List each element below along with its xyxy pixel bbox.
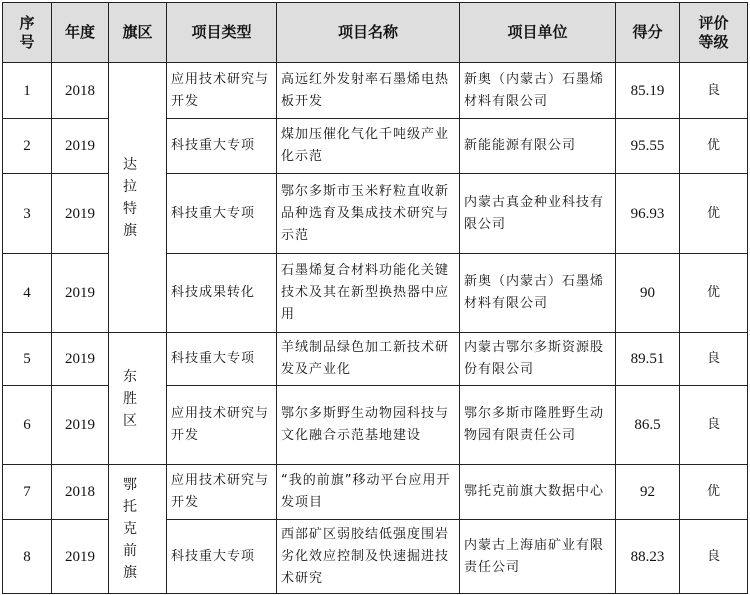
cell-year: 2018 [52,63,109,119]
cell-name: 鄂尔多斯市玉米籽粒直收新品种选育及集成技术研究与示范 [277,174,460,254]
cell-type: 科技成果转化 [167,254,277,333]
cell-score: 86.5 [616,386,680,465]
cell-grade: 良 [680,520,748,594]
cell-score: 90 [616,254,680,333]
header-seq: 序号 [3,3,52,63]
cell-type: 应用技术研究与开发 [167,465,277,520]
header-row [3,3,748,63]
cell-seq: 2 [3,119,52,174]
cell-unit: 新奥（内蒙古）石墨烯材料有限公司 [460,254,616,333]
cell-year: 2019 [52,254,109,333]
cell-unit: 新能能源有限公司 [460,119,616,174]
cell-seq: 4 [3,254,52,333]
cell-name: 高远红外发射率石墨烯电热板开发 [277,63,460,119]
cell-name: 鄂尔多斯野生动物园科技与文化融合示范基地建设 [277,386,460,465]
cell-score: 92 [616,465,680,520]
cell-grade: 优 [680,465,748,520]
table-row [3,333,748,386]
cell-unit: 鄂托克前旗大数据中心 [460,465,616,520]
cell-seq: 3 [3,174,52,254]
cell-seq: 6 [3,386,52,465]
cell-type: 科技重大专项 [167,520,277,594]
cell-year: 2019 [52,520,109,594]
cell-year: 2019 [52,119,109,174]
cell-type: 科技重大专项 [167,174,277,254]
cell-type: 应用技术研究与开发 [167,63,277,119]
cell-year: 2019 [52,333,109,386]
cell-name: “我的前旗”移动平台应用开发项目 [277,465,460,520]
cell-name: 石墨烯复合材料功能化关键技术及其在新型换热器中应用 [277,254,460,333]
cell-region-dalate: 达拉特旗 [109,63,167,333]
cell-year: 2019 [52,386,109,465]
table-row [3,465,748,520]
cell-unit: 内蒙古鄂尔多斯资源股份有限公司 [460,333,616,386]
cell-region-dongsheng: 东胜区 [109,333,167,465]
cell-seq: 5 [3,333,52,386]
cell-seq: 7 [3,465,52,520]
cell-grade: 优 [680,254,748,333]
cell-grade: 优 [680,174,748,254]
cell-unit: 新奥（内蒙古）石墨烯材料有限公司 [460,63,616,119]
project-evaluation-table [2,2,748,594]
cell-name: 西部矿区弱胶结低强度围岩劣化效应控制及快速掘进技术研究 [277,520,460,594]
cell-score: 95.55 [616,119,680,174]
header-unit: 项目单位 [460,3,616,63]
cell-year: 2018 [52,465,109,520]
cell-seq: 8 [3,520,52,594]
cell-region-etuokeqianqi: 鄂托克前旗 [109,465,167,594]
cell-name: 煤加压催化气化千吨级产业化示范 [277,119,460,174]
cell-score: 88.23 [616,520,680,594]
cell-unit: 鄂尔多斯市隆胜野生动物园有限责任公司 [460,386,616,465]
cell-unit: 内蒙古上海庙矿业有限责任公司 [460,520,616,594]
cell-score: 85.19 [616,63,680,119]
cell-seq: 1 [3,63,52,119]
table-row [3,63,748,119]
cell-grade: 良 [680,333,748,386]
cell-type: 科技重大专项 [167,119,277,174]
cell-grade: 优 [680,119,748,174]
cell-grade: 良 [680,386,748,465]
header-region: 旗区 [109,3,167,63]
cell-score: 96.93 [616,174,680,254]
cell-grade: 良 [680,63,748,119]
cell-type: 应用技术研究与开发 [167,386,277,465]
cell-unit: 内蒙古真金种业科技有限公司 [460,174,616,254]
cell-name: 羊绒制品绿色加工新技术研发及产业化 [277,333,460,386]
cell-year: 2019 [52,174,109,254]
cell-score: 89.51 [616,333,680,386]
header-name: 项目名称 [277,3,460,63]
header-score: 得分 [616,3,680,63]
header-type: 项目类型 [167,3,277,63]
header-year: 年度 [52,3,109,63]
cell-type: 科技重大专项 [167,333,277,386]
header-grade: 评价等级 [680,3,748,63]
